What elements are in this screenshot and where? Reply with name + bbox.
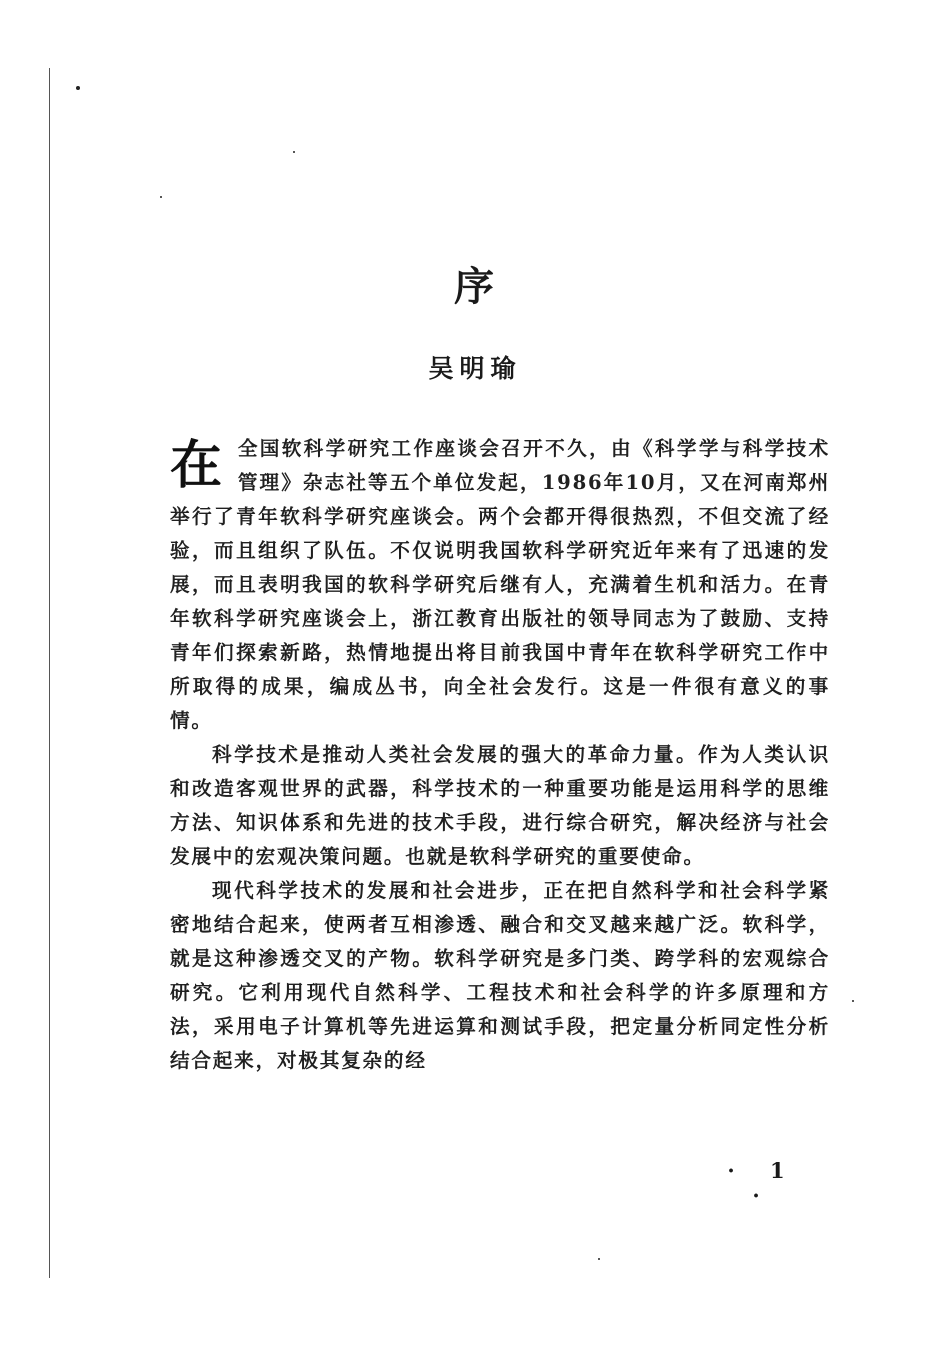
paragraph-1 (170, 432, 830, 738)
author-name: 吴明瑜 (428, 354, 522, 383)
drop-cap: 在 (170, 436, 224, 496)
paragraph-3: 现代科学技术的发展和社会进步，正在把自然科学和社会科学紧密地结合起来，使两者互相渗透、融合和交叉越来越广泛。软科学，就是这种渗透交叉的产物。软科学研究是多门类、跨学科的宏观综合研究。它利用现代自然科学、工程技术和社会科学的许多原理和方法，采用电子计算机等先进运算和测试手段，把定量分析同定性分析结合起来，对极其复杂的经 (170, 879, 830, 1072)
scan-speck (160, 196, 162, 198)
scan-speck (293, 151, 295, 153)
body-text (170, 432, 830, 1078)
scan-speck (76, 86, 80, 90)
page-number: · 1 · (727, 1158, 799, 1208)
binding-edge-line (49, 68, 50, 1278)
scan-speck (852, 1000, 854, 1002)
page-title: 序 (454, 263, 496, 310)
scan-speck (598, 1258, 600, 1260)
paragraph-1-text: 全国软科学研究工作座谈会召开不久，由《科学学与科学技术管理》杂志社等五个单位发起，1986年10月，又在河南郑州举行了青年软科学研究座谈会。两个会都开得很热烈，不但交流了经验，而且组织了队伍。不仅说明我国软科学研究近年来有了迅速的发展，而且表明我国的软科学研究后继有人，充满着生机和活力。在青年软科学研究座谈会上，浙江教育出版社的领导同志为了鼓励、支持青年们探索新路，热情地提出将目前我国中青年在软科学研究工作中所取得的成果，编成丛书，向全社会发行。这是一件很有意义的事情。 (170, 437, 830, 732)
paragraph-2: 科学技术是推动人类社会发展的强大的革命力量。作为人类认识和改造客观世界的武器，科学技术的一种重要功能是运用科学的思维方法、知识体系和先进的技术手段，进行综合研究，解决经济与社会发展中的宏观决策问题。也就是软科学研究的重要使命。 (170, 743, 830, 868)
